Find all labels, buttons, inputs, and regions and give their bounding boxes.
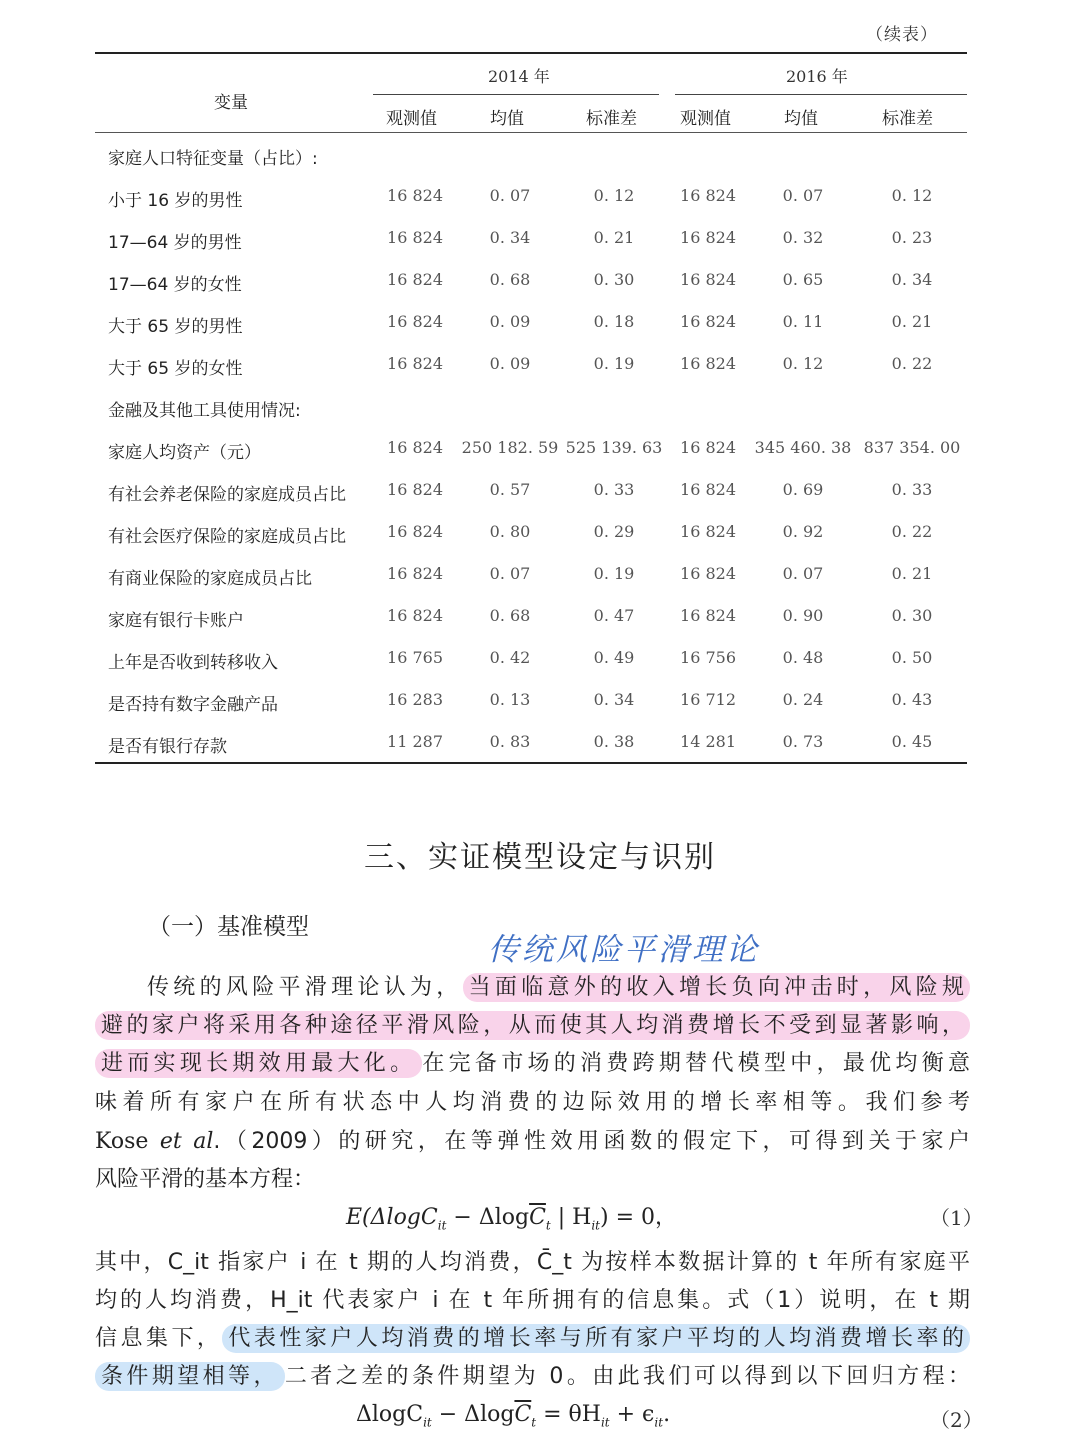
table-cell: 0. 42 [489, 648, 531, 667]
eq2-lhs: ΔlogC [356, 1402, 424, 1427]
paragraph1-line1 [95, 970, 970, 1001]
table-row [0, 564, 1080, 606]
table-cell: 0. 50 [891, 648, 933, 667]
table-row [0, 732, 1080, 774]
table-top-rule [95, 52, 967, 54]
citation-etal: et al [159, 1129, 214, 1154]
table-cell: 0. 57 [489, 480, 531, 499]
row-label: 大于 65 岁的男性 [108, 317, 243, 337]
table-row [0, 270, 1080, 312]
highlight-pink-2: 避的家户将采用各种途径平滑风险，从而使其人均消费增长不受到显著影响， [95, 1011, 970, 1040]
p2-l3-text: 信息集下， [95, 1326, 223, 1351]
equation-2 [356, 1402, 670, 1429]
table-cell: 0. 07 [782, 186, 824, 205]
paragraph2-line3 [95, 1321, 970, 1352]
highlight-pink-3: 进而实现长期效用最大化。 [95, 1049, 422, 1078]
table-cell: 0. 34 [593, 690, 635, 709]
equation-1-number: （1） [930, 1206, 983, 1230]
eq2-rest: = θH [536, 1402, 601, 1427]
table-cell: 0. 34 [891, 270, 933, 289]
eq1-rest1: | H [550, 1205, 592, 1230]
table-row [0, 186, 1080, 228]
table-cell: 837 354. 00 [863, 438, 961, 457]
table-cell: 0. 21 [891, 312, 933, 331]
highlight-blue-2: 条件期望相等， [95, 1362, 285, 1391]
highlight-blue-1: 代表性家户人均消费的增长率与所有家户平均的人均消费增长率的 [222, 1324, 970, 1353]
row-label: 小于 16 岁的男性 [108, 191, 243, 211]
citation-author: Kose [95, 1129, 149, 1154]
table-cell: 14 281 [680, 732, 736, 751]
subheader-sd-2016: 标准差 [882, 109, 933, 129]
table-cell: 0. 68 [489, 606, 531, 625]
table-cell: 0. 07 [489, 186, 531, 205]
eq1-sub3: it [591, 1218, 601, 1233]
eq1-sub1: it [437, 1218, 447, 1233]
table-cell: 345 460. 38 [754, 438, 852, 457]
table-cell: 0. 21 [891, 564, 933, 583]
table-row [0, 606, 1080, 648]
table-cell: 0. 38 [593, 732, 635, 751]
table-cell: 16 824 [387, 270, 443, 289]
eq1-mid: − Δlog [446, 1205, 530, 1230]
table-cell: 0. 49 [593, 648, 635, 667]
table-cell: 16 824 [387, 522, 443, 541]
table-cell: 0. 30 [891, 606, 933, 625]
table-cell: 0. 80 [489, 522, 531, 541]
row-label: 17—64 岁的男性 [108, 233, 242, 253]
table-cell: 16 824 [387, 480, 443, 499]
row-label: 是否持有数字金融产品 [108, 695, 278, 715]
paragraph1-line2 [95, 1008, 970, 1039]
table-cell: 16 824 [680, 564, 736, 583]
table-cell: 0. 12 [891, 186, 933, 205]
table-row [0, 144, 1080, 186]
table-cell: 0. 09 [489, 312, 531, 331]
table-cell: 0. 11 [782, 312, 824, 331]
row-label: 有商业保险的家庭成员占比 [108, 569, 312, 589]
paragraph2-line2: 均的人均消费，H_it 代表家户 i 在 t 年所拥有的信息集。式（1）说明，在 t 期 [95, 1288, 970, 1313]
subsection-title: （一）基准模型 [148, 914, 309, 940]
eq2-sub1: it [423, 1415, 432, 1430]
eq1-sub2: t [545, 1218, 551, 1233]
eq2-end: . [663, 1402, 671, 1427]
table-row [0, 438, 1080, 480]
row-label: 有社会医疗保险的家庭成员占比 [108, 527, 346, 547]
year-2016-header: 2016 年 [786, 67, 848, 86]
row-label: 金融及其他工具使用情况: [108, 401, 301, 421]
table-cell: 0. 34 [489, 228, 531, 247]
row-label: 上年是否收到转移收入 [108, 653, 278, 673]
subheader-mean-2014: 均值 [490, 109, 524, 129]
table-cell: 16 756 [680, 648, 736, 667]
table-cell: 16 824 [680, 522, 736, 541]
eq2-sub2: t [531, 1415, 537, 1430]
table-cell: 0. 90 [782, 606, 824, 625]
table-cell: 16 824 [680, 228, 736, 247]
table-cell: 0. 92 [782, 522, 824, 541]
table-cell: 16 712 [680, 690, 736, 709]
table-row [0, 354, 1080, 396]
table-bottom-rule [95, 762, 967, 764]
paragraph2-line4 [95, 1359, 970, 1390]
table-cell: 0. 13 [489, 690, 531, 709]
table-header-rule [95, 132, 967, 133]
p2-l4-text: 二者之差的条件期望为 0。由此我们可以得到以下回归方程： [284, 1364, 970, 1389]
table-cell: 0. 32 [782, 228, 824, 247]
year-2016-rule [675, 94, 967, 95]
table-cell: 16 824 [680, 354, 736, 373]
table-row [0, 690, 1080, 732]
table-cell: 0. 12 [593, 186, 635, 205]
table-row [0, 648, 1080, 690]
table-cell: 16 824 [387, 354, 443, 373]
eq2-mid: − Δlog [431, 1402, 515, 1427]
table-cell: 0. 45 [891, 732, 933, 751]
table-cell: 0. 68 [489, 270, 531, 289]
table-cell: 0. 21 [593, 228, 635, 247]
paragraph1-line5 [95, 1124, 970, 1155]
table-cell: 16 824 [387, 228, 443, 247]
table-cell: 0. 30 [593, 270, 635, 289]
equation-2-number: （2） [930, 1408, 983, 1432]
table-cell: 0. 18 [593, 312, 635, 331]
row-label: 大于 65 岁的女性 [108, 359, 243, 379]
paragraph1-line3 [95, 1046, 970, 1077]
table-cell: 0. 33 [593, 480, 635, 499]
table-cell: 11 287 [387, 732, 443, 751]
table-cell: 0. 43 [891, 690, 933, 709]
table-cell: 16 283 [387, 690, 443, 709]
section-title: 三、实证模型设定与识别 [364, 840, 716, 875]
table-cell: 0. 07 [489, 564, 531, 583]
highlight-pink-1: 当面临意外的收入增长负向冲击时，风险规 [463, 973, 970, 1002]
table-row [0, 228, 1080, 270]
table-cell: 250 182. 59 [461, 438, 559, 457]
table-row [0, 396, 1080, 438]
table-cell: 16 824 [387, 564, 443, 583]
eq1-lhs: E(ΔlogC [346, 1205, 438, 1230]
eq2-sub3: it [600, 1415, 610, 1430]
p1-l5-text: .（2009）的研究，在等弹性效用函数的假定下，可得到关于家户 [213, 1129, 970, 1154]
table-cell: 16 824 [680, 438, 736, 457]
handwritten-annotation: 传统风险平滑理论 [488, 932, 760, 968]
table-cell: 0. 29 [593, 522, 635, 541]
eq2-cbar: $\overline{C}$ [514, 1402, 532, 1427]
eq1-cbar: $\overline{C}$ [529, 1205, 546, 1230]
row-label: 家庭人口特征变量（占比）: [108, 149, 318, 169]
table-cell: 16 824 [680, 270, 736, 289]
paragraph2-line1: 其中，C_it 指家户 i 在 t 期的人均消费，C̄_t 为按样本数据计算的 t 年所有家庭平 [95, 1250, 970, 1275]
eq2-sub4: it [654, 1415, 664, 1430]
table-cell: 0. 83 [489, 732, 531, 751]
table-cell: 16 765 [387, 648, 443, 667]
row-label: 是否有银行存款 [108, 737, 227, 757]
table-cell: 16 824 [387, 312, 443, 331]
row-label: 17—64 岁的女性 [108, 275, 242, 295]
equation-1 [346, 1200, 677, 1232]
subheader-obs-2016: 观测值 [680, 109, 731, 129]
table-cell: 16 824 [387, 606, 443, 625]
row-label: 有社会养老保险的家庭成员占比 [108, 485, 346, 505]
table-row [0, 312, 1080, 354]
subheader-obs-2014: 观测值 [386, 109, 437, 129]
table-cell: 0. 48 [782, 648, 824, 667]
table-row [0, 480, 1080, 522]
table-cell: 0. 24 [782, 690, 824, 709]
variable-header: 变量 [214, 93, 248, 113]
p1-l1-text: 传统的风险平滑理论认为， [147, 975, 463, 1000]
table-cell: 16 824 [387, 438, 443, 457]
table-cell: 16 824 [680, 312, 736, 331]
eq2-tail: + ϵ [609, 1402, 655, 1427]
table-cell: 0. 19 [593, 564, 635, 583]
continued-table-label: （续表） [866, 25, 938, 45]
row-label: 家庭人均资产（元） [108, 443, 261, 463]
table-cell: 0. 09 [489, 354, 531, 373]
table-cell: 0. 65 [782, 270, 824, 289]
year-2014-header: 2014 年 [488, 67, 550, 86]
table-cell: 0. 23 [891, 228, 933, 247]
table-cell: 0. 69 [782, 480, 824, 499]
table-cell: 16 824 [387, 186, 443, 205]
table-cell: 0. 22 [891, 354, 933, 373]
table-cell: 525 139. 63 [565, 438, 663, 457]
table-cell: 0. 22 [891, 522, 933, 541]
table-cell: 0. 47 [593, 606, 635, 625]
table-cell: 0. 19 [593, 354, 635, 373]
paragraph1-line4: 味着所有家户在所有状态中人均消费的边际效用的增长率相等。我们参考 [95, 1090, 970, 1115]
table-cell: 0. 73 [782, 732, 824, 751]
table-cell: 16 824 [680, 480, 736, 499]
year-2014-rule [373, 94, 659, 95]
paragraph1-line6: 风险平滑的基本方程： [95, 1167, 316, 1192]
table-cell: 16 824 [680, 606, 736, 625]
table-row [0, 522, 1080, 564]
table-cell: 16 824 [680, 186, 736, 205]
eq1-rest2: ) = 0， [600, 1205, 678, 1230]
subheader-mean-2016: 均值 [784, 109, 818, 129]
p1-l3-text: 在完备市场的消费跨期替代模型中，最优均衡意 [422, 1051, 970, 1076]
table-cell: 0. 07 [782, 564, 824, 583]
row-label: 家庭有银行卡账户 [108, 611, 244, 631]
table-cell: 0. 12 [782, 354, 824, 373]
subheader-sd-2014: 标准差 [586, 109, 637, 129]
table-cell: 0. 33 [891, 480, 933, 499]
